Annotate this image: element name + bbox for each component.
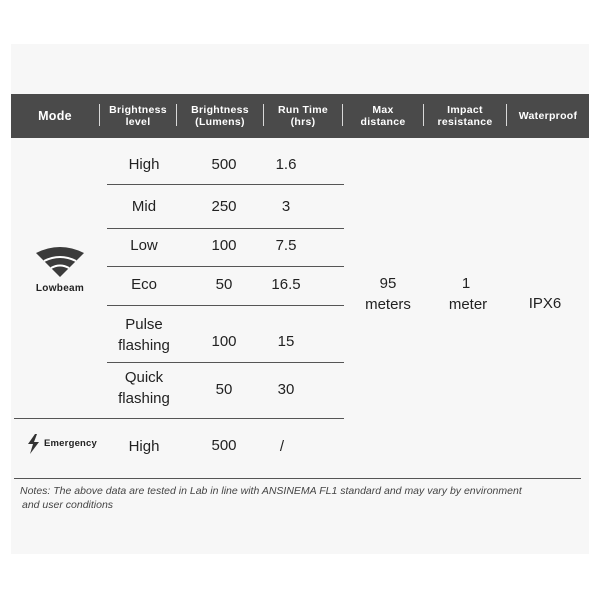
header-brightness-lumens: Brightness (Lumens)	[191, 104, 249, 128]
waterproof-value: IPX6	[528, 295, 562, 312]
runtime-cell: 15	[277, 333, 295, 350]
lumens-cell: 500	[211, 437, 237, 454]
lightning-icon	[25, 434, 41, 454]
header-brightness-level: Brightness level	[109, 104, 167, 128]
header-mode: Mode	[38, 109, 72, 123]
table-header	[11, 94, 589, 138]
notes-line-1: Notes: The above data are tested in Lab in line with ANSINEMA FL1 standard and may vary by environment	[20, 485, 522, 497]
header-max-distance: Max distance	[360, 104, 406, 128]
lumens-cell: 100	[211, 237, 237, 254]
lowbeam-label: Lowbeam	[35, 283, 85, 294]
level-cell: Low	[130, 237, 158, 254]
runtime-cell: 7.5	[275, 237, 297, 254]
lumens-cell: 50	[215, 276, 233, 293]
max-distance-unit: meters	[365, 296, 411, 313]
runtime-cell: 16.5	[271, 276, 301, 293]
level-cell: High	[128, 438, 160, 455]
level-cell-line2: flashing	[118, 390, 170, 407]
impact-value: 1	[461, 275, 471, 292]
level-cell: Eco	[131, 276, 157, 293]
level-cell: High	[128, 156, 160, 173]
lumens-cell: 50	[215, 381, 233, 398]
runtime-cell: 30	[277, 381, 295, 398]
row-divider	[107, 362, 344, 363]
row-divider	[107, 305, 344, 306]
lowbeam-icon	[35, 244, 85, 278]
row-divider	[107, 228, 344, 229]
level-cell-line1: Pulse	[125, 316, 163, 333]
row-divider	[107, 184, 344, 185]
lumens-cell: 500	[211, 156, 237, 173]
runtime-cell: 1.6	[275, 156, 297, 173]
notes	[20, 484, 565, 512]
lumens-cell: 100	[211, 333, 237, 350]
max-distance-value: 95	[379, 275, 397, 292]
header-waterproof: Waterproof	[518, 110, 578, 122]
impact-unit: meter	[448, 296, 488, 313]
section-divider	[14, 418, 344, 419]
level-cell: Mid	[131, 198, 157, 215]
level-cell-line1: Quick	[124, 369, 164, 386]
row-divider	[107, 266, 344, 267]
runtime-cell: 3	[281, 198, 291, 215]
emergency-label: Emergency	[44, 438, 98, 449]
level-cell-line2: flashing	[118, 337, 170, 354]
table-bottom-line	[14, 478, 581, 479]
header-run-time: Run Time (hrs)	[277, 104, 329, 128]
header-impact-resistance: Impact resistance	[437, 104, 493, 128]
lumens-cell: 250	[211, 198, 237, 215]
notes-line-2: and user conditions	[22, 499, 114, 511]
runtime-cell: /	[279, 438, 285, 455]
